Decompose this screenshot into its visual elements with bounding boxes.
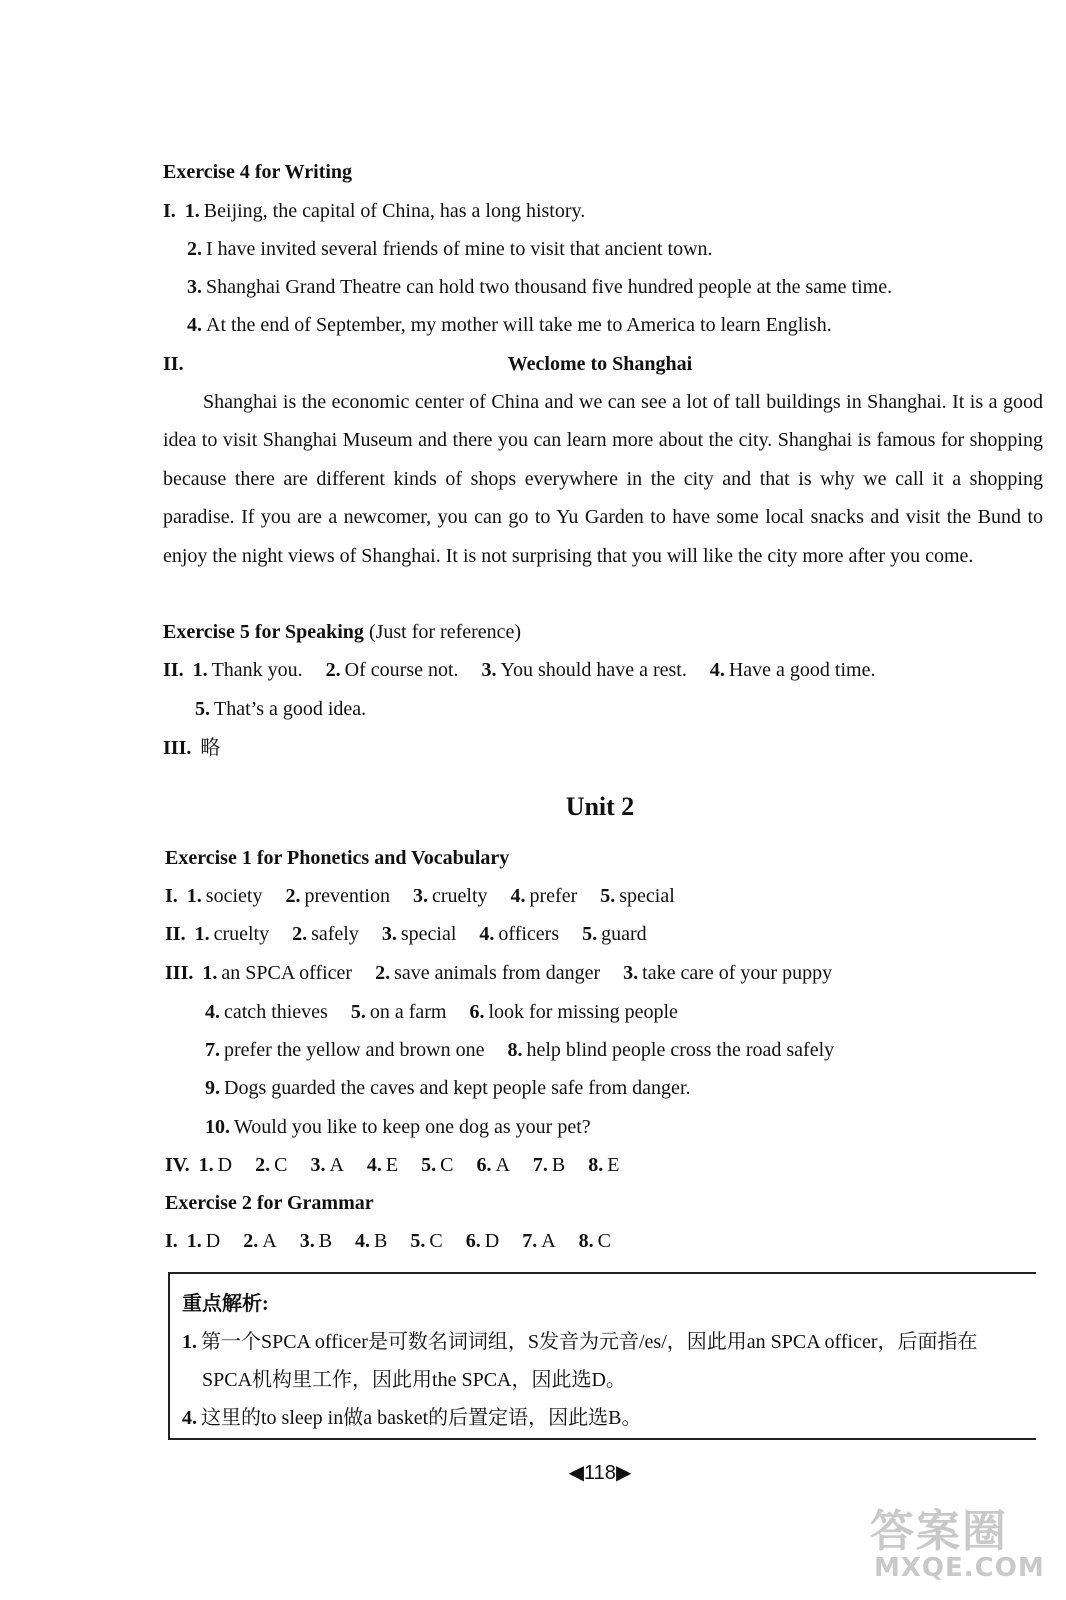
item-text: an SPCA officer	[221, 962, 353, 984]
note-text: 第一个SPCA officer是可数名词词组，S发音为元音/es/，因此用an SPCA officer，后面指在	[201, 1331, 978, 1353]
item-number: 5.	[350, 1001, 366, 1023]
part-number: III.	[165, 962, 194, 984]
item-text: B	[374, 1230, 388, 1252]
item-number: 4.	[479, 923, 495, 945]
ex4-part1-item-1	[163, 199, 585, 223]
item-number: 1.	[202, 962, 218, 984]
watermark-logo: 答案圈	[870, 1506, 1008, 1557]
key-points-heading: 重点解析:	[182, 1293, 269, 1315]
exercise-5-note: (Just for reference)	[368, 621, 522, 643]
item-number: 1.	[198, 1154, 214, 1176]
item-text: cruelty	[213, 923, 270, 945]
note-text: 这里的to sleep in做a basket的后置定语，因此选B。	[201, 1407, 642, 1429]
u2ex1-part3-line-4	[205, 1076, 691, 1100]
item-number: 6.	[465, 1230, 481, 1252]
ex4-part1-item-2	[187, 237, 713, 261]
item-text: safely	[311, 923, 359, 945]
page-number-value: 118	[584, 1462, 616, 1484]
part-number: I.	[165, 885, 178, 907]
item-number: 5.	[582, 923, 598, 945]
u2ex1-part3-line-5	[205, 1115, 591, 1139]
item-number: 3.	[299, 1230, 315, 1252]
item-text: B	[318, 1230, 333, 1252]
item-text: A	[541, 1230, 556, 1252]
item-number: 5.	[410, 1230, 426, 1252]
item-number: 8.	[578, 1230, 594, 1252]
item-text: 略	[200, 737, 221, 759]
item-text: That’s a good idea.	[214, 698, 367, 720]
item-text: Dogs guarded the caves and kept people safe from danger.	[224, 1077, 691, 1099]
item-text: C	[597, 1230, 611, 1252]
item-text: prefer	[529, 885, 578, 907]
item-text: help blind people cross the road safely	[526, 1039, 835, 1061]
part-number: I.	[165, 1230, 178, 1252]
u2ex1-part4	[165, 1153, 619, 1177]
ex5-part2-line-2	[195, 697, 366, 721]
item-text: A	[262, 1230, 277, 1252]
u2ex2-part1	[165, 1229, 611, 1253]
item-text: Shanghai Grand Theatre can hold two thousand five hundred people at the same time.	[206, 276, 893, 298]
arrow-left-icon: ◀	[568, 1462, 585, 1484]
u2ex1-part3-line-2	[205, 1000, 678, 1024]
item-number: 8.	[507, 1039, 523, 1061]
part-number: II.	[163, 659, 184, 681]
part-number: III.	[163, 737, 192, 759]
item-number: 4.	[205, 1001, 220, 1023]
unit-title: Unit 2	[565, 792, 635, 821]
note-1-line-2: SPCA机构里工作，因此用the SPCA，因此选D。	[202, 1369, 626, 1391]
item-number: 4.	[355, 1230, 371, 1252]
item-text: B	[551, 1154, 566, 1176]
ex4-part2-number: II.	[163, 353, 184, 375]
item-number: 4.	[510, 885, 526, 907]
note-number: 1.	[182, 1331, 197, 1353]
item-number: 2.	[285, 885, 301, 907]
item-number: 1.	[184, 200, 200, 222]
essay-text: Shanghai is the economic center of China and we can see a lot of tall buildings in Shanghai. It is a good idea to visit Shanghai Museum and there you can learn more about the city. Shanghai is famous for shopping because there are different kinds of shops everywhere in the city and that is why we call it a shopping paradise. If you are a newcomer, you can go to Yu Garden to have some local snacks and visit the Bund to enjoy the night views of Shanghai. It is not surprising that you will like the city more after you come.	[163, 391, 1043, 567]
item-number: 1.	[192, 659, 208, 681]
item-number: 5.	[421, 1154, 437, 1176]
item-text: A	[495, 1154, 510, 1176]
item-text: society	[205, 885, 263, 907]
note-4-line	[182, 1406, 642, 1430]
item-number: 2.	[187, 238, 202, 260]
page-number	[0, 1460, 1066, 1485]
item-text: Beijing, the capital of China, has a long history.	[203, 200, 586, 222]
item-text: D	[205, 1230, 221, 1252]
key-points-box	[168, 1272, 1036, 1440]
item-number: 10.	[205, 1116, 230, 1138]
item-number: 3.	[310, 1154, 326, 1176]
essay-paragraph	[163, 383, 1043, 575]
essay-title: Weclome to Shanghai	[507, 353, 693, 375]
item-number: 2.	[255, 1154, 271, 1176]
item-text: look for missing people	[488, 1001, 678, 1023]
ex4-part1-item-3	[187, 275, 892, 299]
note-1-line-1	[182, 1330, 977, 1354]
item-number: 2.	[292, 923, 308, 945]
item-text: A	[329, 1154, 344, 1176]
item-number: 4.	[187, 314, 202, 336]
item-number: 5.	[600, 885, 616, 907]
exercise-1-title: Exercise 1 for Phonetics and Vocabulary	[165, 847, 510, 869]
item-text: take care of your puppy	[642, 962, 833, 984]
item-number: 8.	[588, 1154, 604, 1176]
ex5-part3	[163, 736, 220, 760]
item-text: You should have a rest.	[500, 659, 687, 681]
watermark-url: MXQE.COM	[874, 1553, 1045, 1583]
item-number: 7.	[532, 1154, 548, 1176]
exercise-5-title: Exercise 5 for Speaking	[163, 621, 364, 643]
item-number: 2.	[325, 659, 341, 681]
item-text: officers	[498, 923, 560, 945]
item-text: E	[385, 1154, 399, 1176]
item-text: guard	[601, 923, 647, 945]
item-text: Have a good time.	[728, 659, 876, 681]
u2ex1-part1	[165, 884, 675, 908]
part-number: I.	[163, 200, 176, 222]
ex5-part2-line-1	[163, 658, 875, 682]
u2ex1-part2	[165, 922, 647, 946]
item-number: 5.	[195, 698, 210, 720]
item-number: 7.	[205, 1039, 220, 1061]
item-number: 4.	[366, 1154, 382, 1176]
item-text: special	[619, 885, 675, 907]
item-number: 3.	[623, 962, 639, 984]
watermark	[870, 1495, 1050, 1595]
ex4-part1-item-4	[187, 313, 832, 337]
item-number: 4.	[709, 659, 725, 681]
item-number: 1.	[186, 885, 202, 907]
item-text: cruelty	[431, 885, 488, 907]
part-number: II.	[165, 923, 186, 945]
item-number: 1.	[194, 923, 210, 945]
item-number: 2.	[243, 1230, 259, 1252]
item-text: E	[607, 1154, 620, 1176]
item-text: Would you like to keep one dog as your pet?	[234, 1116, 591, 1138]
item-number: 9.	[205, 1077, 220, 1099]
u2ex1-part3-line-3	[205, 1038, 834, 1062]
item-text: on a farm	[369, 1001, 447, 1023]
item-text: prevention	[304, 885, 390, 907]
item-text: C	[274, 1154, 288, 1176]
exercise-4-title: Exercise 4 for Writing	[163, 161, 353, 183]
item-text: D	[217, 1154, 233, 1176]
item-number: 6.	[476, 1154, 492, 1176]
item-number: 3.	[381, 923, 397, 945]
u2ex1-part3-line-1	[165, 961, 832, 985]
note-number: 4.	[182, 1407, 197, 1429]
item-number: 3.	[187, 276, 202, 298]
exercise-2-title: Exercise 2 for Grammar	[165, 1192, 374, 1214]
item-number: 1.	[186, 1230, 202, 1252]
item-text: special	[400, 923, 457, 945]
exercise-5-heading	[163, 620, 521, 644]
item-text: C	[429, 1230, 443, 1252]
item-number: 3.	[412, 885, 428, 907]
item-text: I have invited several friends of mine to visit that ancient town.	[206, 238, 713, 260]
item-text: save animals from danger	[394, 962, 601, 984]
item-number: 2.	[375, 962, 391, 984]
part-number: IV.	[165, 1154, 190, 1176]
item-text: catch thieves	[224, 1001, 328, 1023]
item-text: Of course not.	[344, 659, 459, 681]
item-text: Thank you.	[211, 659, 303, 681]
item-number: 6.	[469, 1001, 485, 1023]
item-text: D	[484, 1230, 500, 1252]
item-text: At the end of September, my mother will take me to America to learn English.	[206, 314, 832, 336]
arrow-right-icon: ▶	[615, 1462, 632, 1484]
item-text: prefer the yellow and brown one	[224, 1039, 485, 1061]
item-number: 3.	[481, 659, 497, 681]
item-number: 7.	[522, 1230, 538, 1252]
item-text: C	[440, 1154, 454, 1176]
